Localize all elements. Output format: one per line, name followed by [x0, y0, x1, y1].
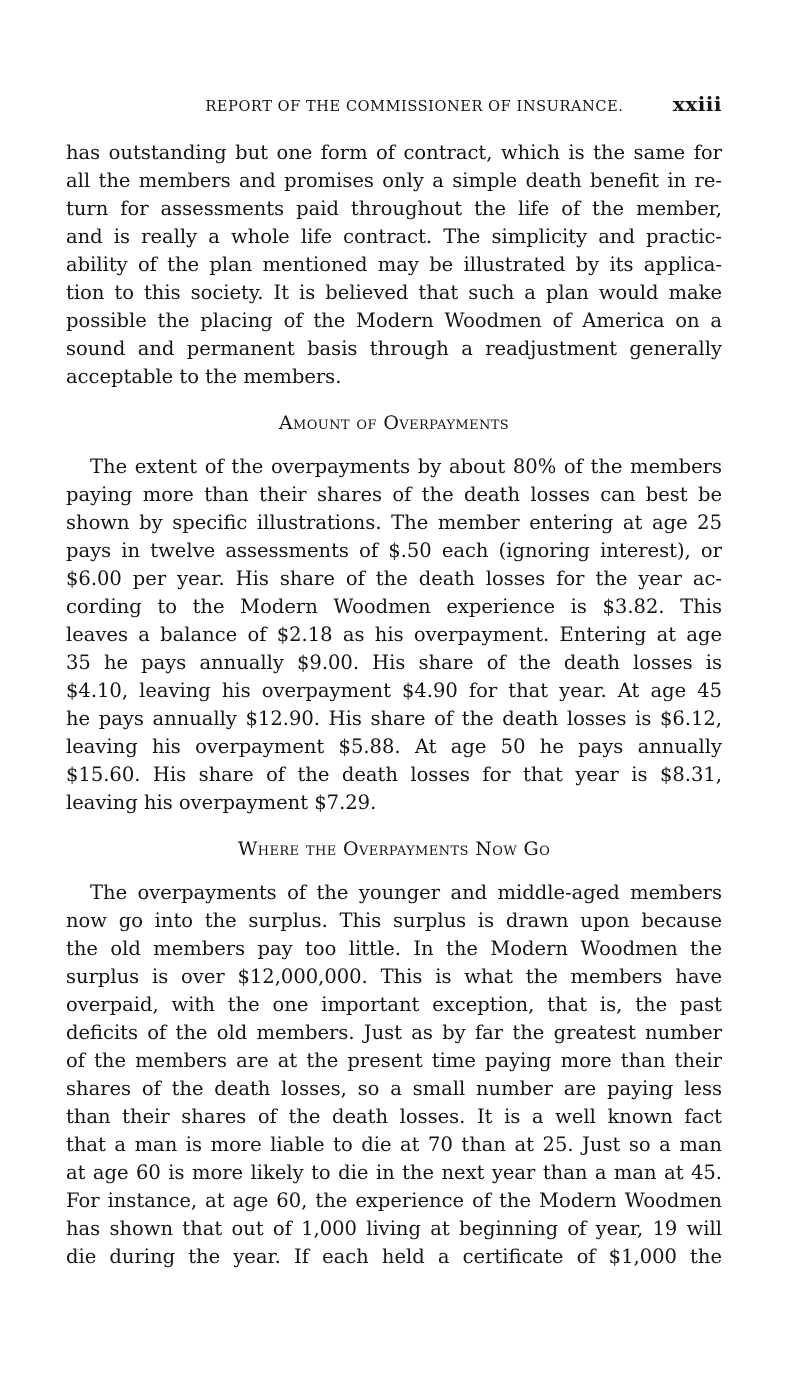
section-heading: Amount of Overpayments	[278, 412, 510, 434]
text-line: $6.00 per year. His share of the death losses for the year ac-	[66, 567, 722, 590]
text-line: die during the year. If each held a certificate of $1,000 the	[66, 1245, 722, 1268]
text-line: now go into the surplus. This surplus is drawn upon because	[66, 909, 722, 932]
text-line: leaving his overpayment $5.88. At age 50 he pays annually	[66, 735, 722, 758]
page-header	[66, 92, 722, 116]
running-head: REPORT OF THE COMMISSIONER OF INSURANCE.	[205, 99, 624, 115]
text-line: all the members and promises only a simple death benefit in re-	[66, 169, 722, 192]
text-line: $15.60. His share of the death losses for that year is $8.31,	[66, 763, 722, 786]
text-line: that a man is more liable to die at 70 than at 25. Just so a man	[66, 1133, 722, 1156]
text-line: tion to this society. It is believed that such a plan would make	[66, 281, 722, 304]
text-line: The extent of the overpayments by about 80% of the members	[90, 455, 722, 478]
text-line: of the members are at the present time paying more than their	[66, 1049, 722, 1072]
text-line: $4.10, leaving his overpayment $4.90 for that year. At age 45	[66, 679, 722, 702]
text-line: For instance, at age 60, the experience of the Modern Woodmen	[66, 1189, 722, 1212]
text-line: deficits of the old members. Just as by far the greatest number	[66, 1021, 722, 1044]
text-line: The overpayments of the younger and middle-aged members	[90, 881, 722, 904]
text-line: 35 he pays annually $9.00. His share of the death losses is	[66, 651, 722, 674]
text-line: the old members pay too little. In the Modern Woodmen the	[66, 937, 722, 960]
text-line: has shown that out of 1,000 living at beginning of year, 19 will	[66, 1217, 722, 1240]
text-line: shares of the death losses, so a small number are paying less	[66, 1077, 722, 1100]
text-line: pays in twelve assessments of $.50 each (ignoring interest), or	[66, 539, 722, 562]
text-line: ability of the plan mentioned may be illustrated by its applica-	[66, 253, 722, 276]
text-line: leaving his overpayment $7.29.	[66, 791, 377, 814]
text-line: shown by specific illustrations. The member entering at age 25	[66, 511, 722, 534]
paragraph-continuation	[66, 139, 722, 391]
text-line: has outstanding but one form of contract, which is the same for	[66, 141, 722, 164]
text-line: and is really a whole life contract. The simplicity and practic-	[66, 225, 722, 248]
text-line: than their shares of the death losses. It is a well known fact	[66, 1105, 722, 1128]
text-line: at age 60 is more likely to die in the next year than a man at 45.	[66, 1161, 722, 1184]
text-line: overpaid, with the one important exception, that is, the past	[66, 993, 722, 1016]
paragraph-overpayments	[66, 453, 722, 817]
text-line: possible the placing of the Modern Woodmen of America on a	[66, 309, 722, 332]
text-line: surplus is over $12,000,000. This is what the members have	[66, 965, 722, 988]
paragraph-where-overpayments-go	[66, 879, 722, 1271]
text-line: cording to the Modern Woodmen experience is $3.82. This	[66, 595, 722, 618]
text-line: paying more than their shares of the death losses can best be	[66, 483, 722, 506]
text-line: turn for assessments paid throughout the life of the member,	[66, 197, 722, 220]
text-line: acceptable to the members.	[66, 365, 342, 388]
page-number: xxiii	[672, 92, 722, 116]
text-line: sound and permanent basis through a readjustment generally	[66, 337, 722, 360]
text-line: leaves a balance of $2.18 as his overpayment. Entering at age	[66, 623, 722, 646]
page-body	[66, 139, 722, 1271]
text-line: he pays annually $12.90. His share of the death losses is $6.12,	[66, 707, 722, 730]
section-heading: Where the Overpayments Now Go	[237, 838, 551, 860]
